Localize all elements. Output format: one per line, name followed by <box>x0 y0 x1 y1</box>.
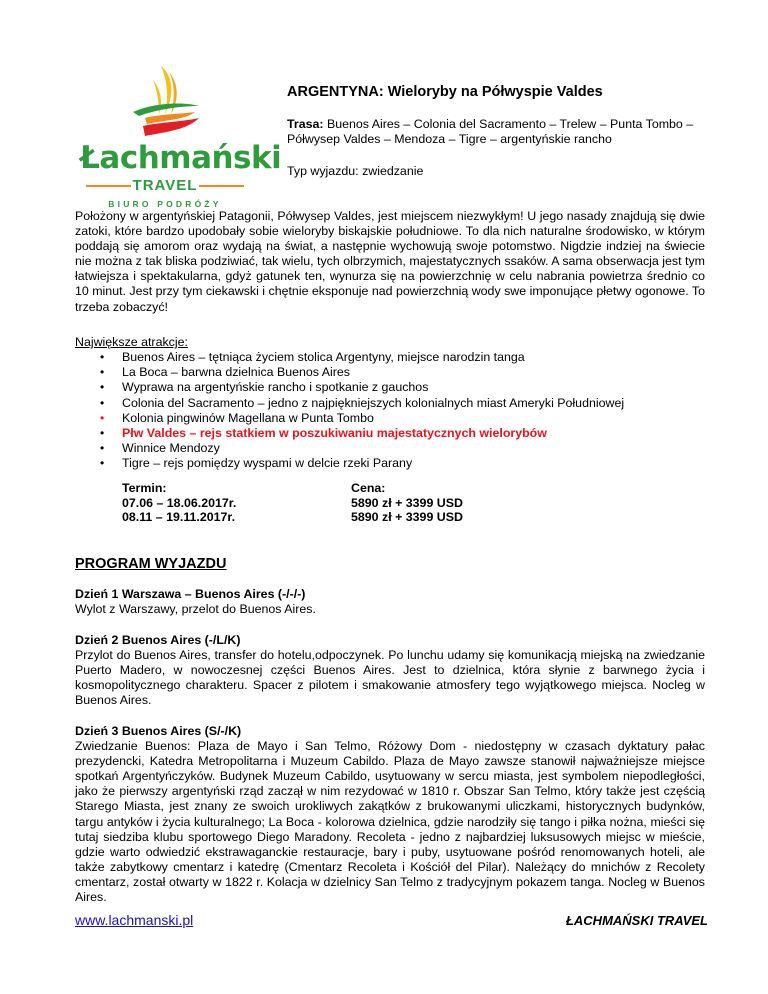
trip-route <box>287 117 727 147</box>
price-value: 5890 zł + 3399 USD <box>351 510 463 524</box>
attraction-item: • Kolonia pingwinów Magellana w Punta Tombo <box>100 411 624 426</box>
attraction-item: • Winnice Mendozy <box>100 441 624 456</box>
date-range: 08.11 – 19.11.2017r. <box>122 510 236 524</box>
logo-travel-row <box>86 177 244 195</box>
attractions-heading: Największe atrakcje: <box>75 335 188 349</box>
attraction-item: • La Boca – barwna dzielnica Buenos Aires <box>100 365 624 380</box>
company-logo <box>80 62 282 212</box>
trip-prices <box>351 481 463 525</box>
day-description: Przylot do Buenos Aires, transfer do hotelu,odpoczynek. Po lunchu udamy się komunikacją miejską na zwiedzanie Puerto Madero, w nowoczesnej części Buenos Aires. Jest to dzielnica, która słynie z barwnego życia i kosmopolitycznego charakteru. Spacer z pilotem i smakowanie atmosfery tego wyjątkowego miejsca. Nocleg w Buenos Aires. <box>75 648 705 708</box>
attraction-item: • Colonia del Sacramento – jedno z najpiękniejszych kolonialnych miast Ameryki Południowej <box>100 396 624 411</box>
bullet-icon <box>100 456 122 471</box>
date-range: 07.06 – 18.06.2017r. <box>122 495 237 510</box>
website-link[interactable]: www.lachmanski.pl <box>75 912 194 928</box>
bullet-icon <box>100 411 122 426</box>
logo-travel-text: TRAVEL <box>132 177 198 194</box>
attraction-item-highlight: • Płw Valdes – rejs statkiem w poszukiwaniu majestatycznych wielorybów <box>100 426 624 441</box>
trip-title: ARGENTYNA: Wieloryby na Półwyspie Valdes <box>287 84 603 100</box>
program-day-2 <box>75 633 705 708</box>
dates-label: Termin: <box>122 481 167 495</box>
trip-dates <box>122 481 236 525</box>
program-day-1 <box>75 587 705 617</box>
logo-subtitle: BIURO PODRÓŻY <box>108 199 222 209</box>
program-title: PROGRAM WYJAZDU <box>75 556 227 572</box>
day-title: Dzień 3 Buenos Aires (S/-/K) <box>75 724 242 738</box>
day-title: Dzień 2 Buenos Aires (-/L/K) <box>75 633 241 647</box>
intro-paragraph: Położony w argentyńskiej Patagonii, Półwysep Valdes, jest miejscem niezwykłym! U jego nasady znajdują się dwie zatoki, które bardzo upodobały sobie wieloryby biskajskie południowe. To dla nich naturalne środowisko, w którym poddają się amorom oraz wydają na świat, a następnie wychowują swoje potomstwo. Nigdzie indziej na świecie nie można z tak bliska podziwiać, tak wielu, tych olbrzymich, majestatycznych ssaków. A sama obserwacja jest tym łatwiejsza i spektakularna, gdyż gatunek ten, wynurza się na powierzchnię w celu nabrania powietrza średnio co 10 minut. Jest przy tym ciekawski i chętnie eksponuje nad powierzchnią wody swe imponujące płetwy ogonowe. To trzeba zobaczyć! <box>75 209 705 314</box>
route-text: Buenos Aires – Colonia del Sacramento – Trelew – Punta Tombo – Półwysep Valdes – Mendoza – Tigre – argentyńskie rancho <box>287 117 694 146</box>
bullet-icon <box>100 426 122 441</box>
bullet-icon <box>100 350 122 365</box>
price-value: 5890 zł + 3399 USD <box>351 495 463 510</box>
route-label: Trasa: <box>287 117 324 131</box>
bullet-icon <box>100 380 122 395</box>
logo-divider <box>199 185 244 187</box>
footer-brand: ŁACHMAŃSKI TRAVEL <box>565 913 708 928</box>
day-description: Wylot z Warszawy, przelot do Buenos Aires. <box>75 602 316 617</box>
attractions-list <box>100 350 624 472</box>
bullet-icon <box>100 365 122 380</box>
logo-wordmark: Łachmański <box>80 140 282 176</box>
price-label: Cena: <box>351 481 386 495</box>
sailboat-logo-icon <box>125 62 205 142</box>
attraction-item: • Tigre – rejs pomiędzy wyspami w delcie rzeki Parany <box>100 456 624 471</box>
trip-type: Typ wyjazdu: zwiedzanie <box>287 164 424 178</box>
day-description: Zwiedzanie Buenos: Plaza de Mayo i San Telmo, Różowy Dom - niedostępny w czasach dyktatury pałac prezydencki, Katedra Metropolitarna i Muzeum Cabildo. Plaza de Mayo zawsze stanowił najważniejsze miejsce spotkań Argentyńczyków. Budynek Muzeum Cabildo, usytuowany w sercu miasta, jest symbolem niepodległości, jako że pierwszy argentyński rząd zaczął w nim rezydować w 1810 r. Obszar San Telmo, który także jest częścią Starego Miasta, jest znany ze swoich urokliwych zakątków z brukowanymi uliczkami, historycznych budynków, targu antyków i życia kulturalnego; La Boca - kolorowa dzielnica, gdzie narodziły się tango i piłka nożna, mieści się tutaj siedziba klubu sportowego Diego Maradony. Recoleta - jedno z najbardziej luksusowych miejsc w mieście, gdzie warto odwiedzić ekstrawaganckie restauracje, bary i puby, usytuowane pośród renomowanych hoteli, ale także zabytkowy cmentarz i katedrę (Cmentarz Recoleta i Kościół del Pilar). Należący do mnichów z Recolety cmentarz, został otwarty w 1822 r. Kolacja w dzielnicy San Telmo z tradycyjnym pokazem tanga. Nocleg w Buenos Aires. <box>75 739 705 905</box>
bullet-icon <box>100 441 122 456</box>
attraction-item: • Wyprawa na argentyńskie rancho i spotkanie z gauchos <box>100 380 624 395</box>
day-title: Dzień 1 Warszawa – Buenos Aires (-/-/-) <box>75 587 306 601</box>
bullet-icon <box>100 396 122 411</box>
attraction-item: • Buenos Aires – tętniąca życiem stolica Argentyny, miejsce narodzin tanga <box>100 350 624 365</box>
program-day-3 <box>75 724 705 905</box>
